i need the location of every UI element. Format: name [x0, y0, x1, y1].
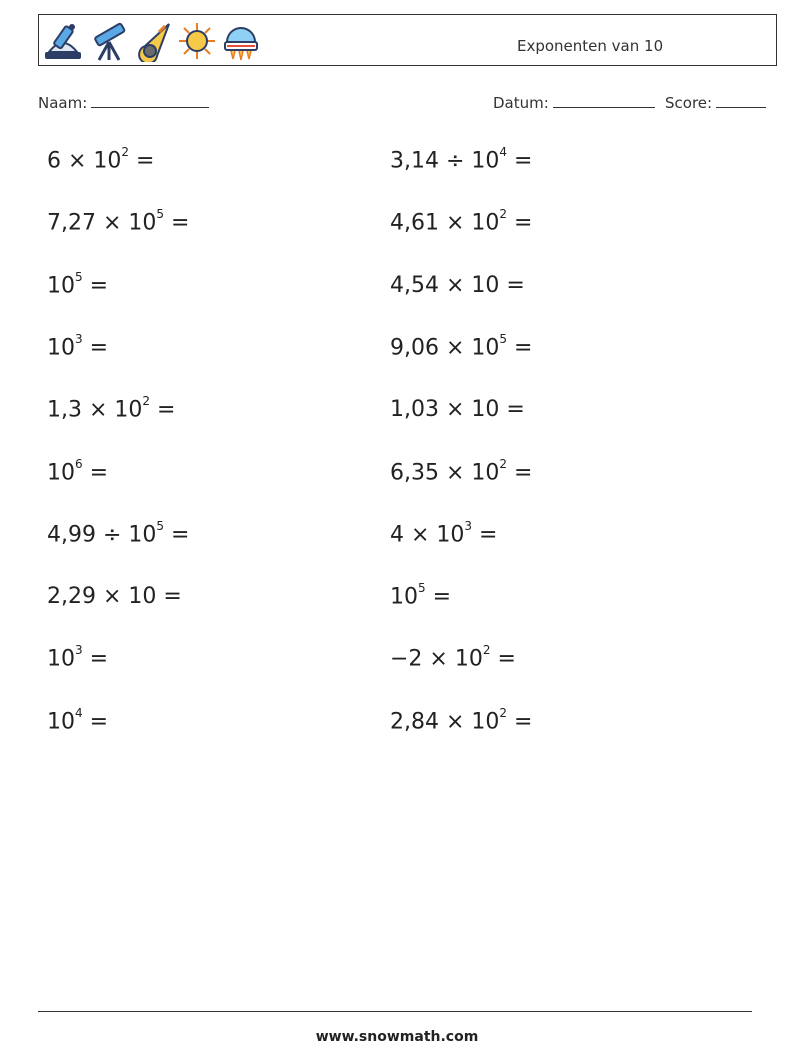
problem-base: 6,35 × 10	[390, 460, 500, 486]
problem-right-4	[390, 332, 533, 361]
problem-right-10	[390, 706, 533, 735]
date-label: Datum:	[493, 94, 549, 112]
worksheet-title: Exponenten van 10	[517, 37, 664, 55]
problem-equals: =	[164, 522, 190, 548]
problem-exponent: 5	[418, 581, 426, 595]
problem-base: 2,29 × 10 =	[47, 584, 182, 609]
problem-base: 4,61 × 10	[390, 210, 500, 236]
problem-equals: =	[507, 210, 533, 236]
date-line[interactable]	[553, 95, 655, 108]
problem-right-9	[390, 643, 516, 672]
problem-left-6	[47, 457, 109, 486]
problem-exponent: 2	[499, 457, 508, 471]
problem-exponent: 4	[75, 706, 83, 720]
problem-base: 3,14 ÷ 10	[390, 148, 500, 174]
problem-equals: =	[507, 709, 533, 735]
worksheet-header	[38, 14, 777, 66]
problem-base: 9,06 × 10	[390, 335, 500, 361]
problem-base: 10	[47, 273, 75, 299]
problem-left-9	[47, 643, 109, 672]
problem-base: 10	[390, 584, 418, 610]
problem-left-3	[47, 270, 109, 299]
problem-right-5	[390, 397, 525, 422]
footer-url: www.snowmath.com	[315, 1029, 479, 1045]
problem-equals: =	[129, 148, 155, 174]
name-field	[38, 94, 209, 112]
problem-right-8	[390, 581, 452, 610]
problem-left-5	[47, 394, 176, 423]
problem-exponent: 2	[499, 207, 508, 221]
problem-exponent: 2	[482, 643, 491, 657]
problem-left-1	[47, 145, 155, 174]
problem-base: 1,3 × 10	[47, 397, 143, 423]
problem-base: 4 × 10	[390, 522, 465, 548]
problem-equals: =	[82, 335, 109, 361]
problem-exponent: 2	[121, 145, 130, 159]
problem-equals: =	[82, 646, 109, 672]
score-field	[665, 94, 766, 112]
problem-equals: =	[507, 148, 533, 174]
telescope-icon	[89, 20, 131, 62]
problem-equals: =	[472, 522, 498, 548]
problem-exponent: 2	[499, 706, 508, 720]
problem-left-2	[47, 207, 190, 236]
name-label: Naam:	[38, 94, 88, 112]
problem-equals: =	[507, 460, 533, 486]
spaceship-icon	[221, 20, 261, 62]
problem-right-7	[390, 519, 498, 548]
score-label: Score:	[665, 94, 713, 112]
problem-exponent: 5	[75, 270, 83, 284]
problem-exponent: 2	[142, 394, 151, 408]
problem-equals: =	[490, 646, 516, 672]
problem-exponent: 5	[156, 207, 165, 221]
problem-right-1	[390, 145, 533, 174]
problem-base: 4,99 ÷ 10	[47, 522, 157, 548]
problem-base: 4,54 × 10 =	[390, 273, 525, 298]
microscope-icon	[41, 20, 85, 62]
sun-icon	[177, 20, 217, 62]
score-line[interactable]	[716, 95, 766, 108]
problem-base: 10	[47, 646, 75, 672]
problem-base: 10	[47, 709, 75, 735]
problem-base: 10	[47, 335, 75, 361]
problem-equals: =	[82, 709, 109, 735]
problem-equals: =	[425, 584, 452, 610]
problem-exponent: 4	[499, 145, 508, 159]
problem-exponent: 5	[499, 332, 508, 346]
problem-base: 7,27 × 10	[47, 210, 157, 236]
problem-right-2	[390, 207, 533, 236]
problem-equals: =	[164, 210, 190, 236]
problem-equals: =	[150, 397, 176, 423]
name-line[interactable]	[91, 95, 209, 108]
problem-base: 2,84 × 10	[390, 709, 500, 735]
problem-equals: =	[507, 335, 533, 361]
problem-equals: =	[82, 273, 109, 299]
comet-icon	[135, 20, 173, 62]
problem-exponent: 5	[156, 519, 165, 533]
problem-exponent: 3	[464, 519, 473, 533]
problem-exponent: 3	[75, 332, 83, 346]
problem-equals: =	[82, 460, 109, 486]
problem-base: −2 × 10	[390, 646, 483, 672]
problem-base: 1,03 × 10 =	[390, 397, 525, 422]
problem-left-4	[47, 332, 109, 361]
footer-divider	[38, 1011, 752, 1012]
problem-left-8	[47, 584, 182, 609]
problem-left-10	[47, 706, 109, 735]
problem-exponent: 3	[75, 643, 83, 657]
problem-base: 10	[47, 460, 75, 486]
date-field	[493, 94, 655, 112]
problem-exponent: 6	[75, 457, 83, 471]
header-icons	[41, 18, 261, 64]
problem-right-6	[390, 457, 533, 486]
problem-left-7	[47, 519, 190, 548]
problem-right-3	[390, 273, 525, 298]
problem-base: 6 × 10	[47, 148, 122, 174]
